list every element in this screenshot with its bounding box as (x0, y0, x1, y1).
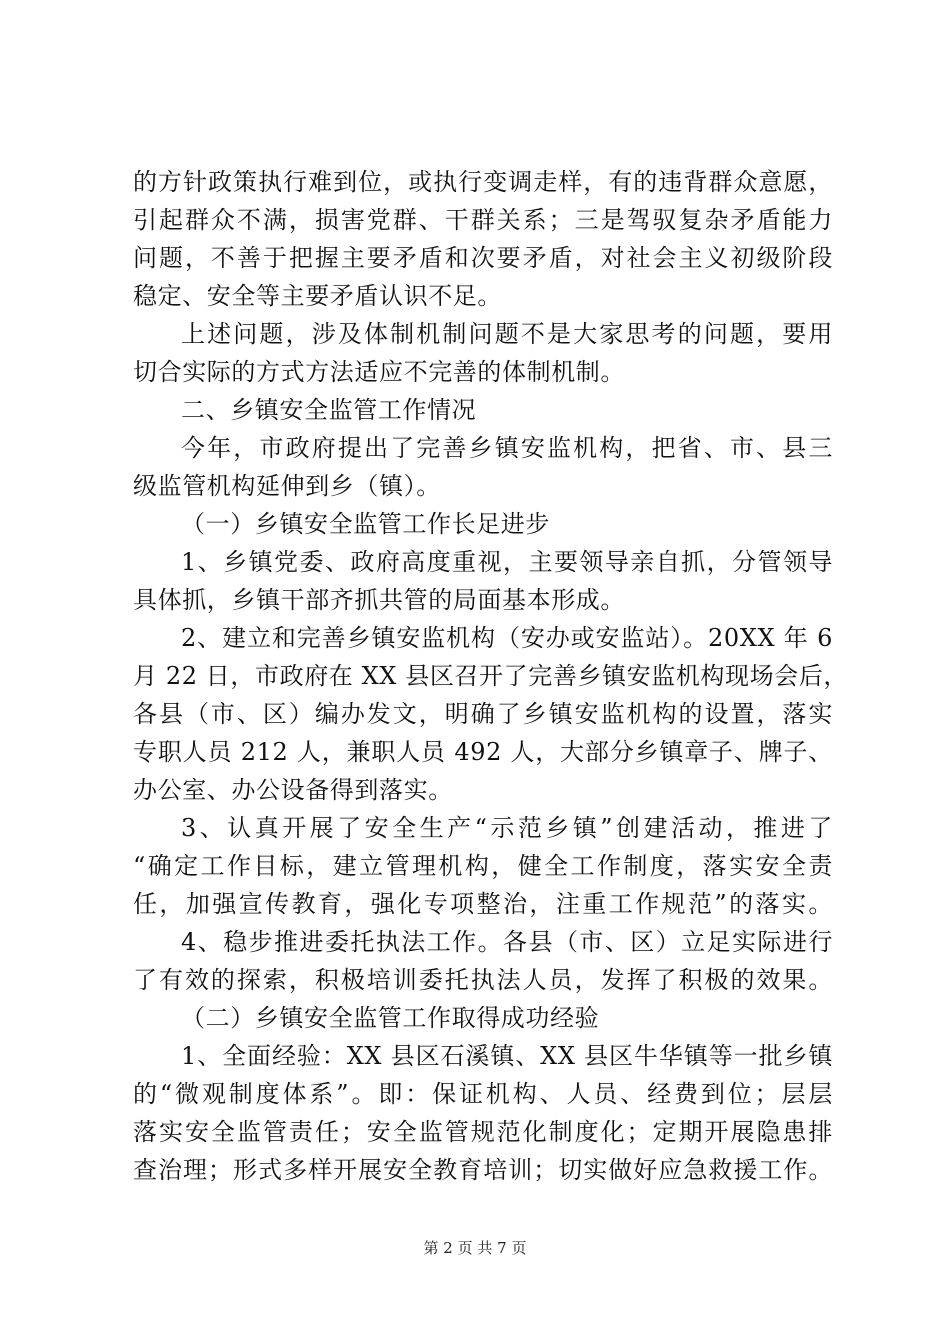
section-heading: 二、乡镇安全监管工作情况 (181, 396, 477, 424)
text-line: 引起群众不满，损害党群、干群关系；三是驾驭复杂矛盾能力 (133, 206, 833, 234)
text-line: 级监管机构延伸到乡（镇）。 (133, 472, 441, 500)
subsection-heading: （一）乡镇安全监管工作长足进步 (181, 510, 550, 538)
text-line: 切合实际的方式方法适应不完善的体制机制。 (133, 358, 625, 386)
text-line: 月 22 日，市政府在 XX 县区召开了完善乡镇安监机构现场会后， (133, 662, 849, 690)
text-line: 办公室、办公设备得到落实。 (133, 776, 453, 804)
text-line: 的方针政策执行难到位，或执行变调走样，有的违背群众意愿， (133, 168, 833, 196)
text-line: 1、全面经验：XX 县区石溪镇、XX 县区牛华镇等一批乡镇 (181, 1042, 833, 1070)
text-line: 1、乡镇党委、政府高度重视，主要领导亲自抓，分管领导 (181, 548, 833, 576)
page-number: 第 2 页 共 7 页 (423, 1239, 527, 1257)
text-line: 上述问题，涉及体制机制问题不是大家思考的问题，要用 (181, 320, 833, 348)
text-line: 稳定、安全等主要矛盾认识不足。 (133, 282, 502, 310)
text-line: 任，加强宣传教育，强化专项整治，注重工作规范”的落实。 (133, 890, 833, 918)
text-line: 今年，市政府提出了完善乡镇安监机构，把省、市、县三 (181, 434, 833, 462)
text-line: 3、认真开展了安全生产“示范乡镇”创建活动，推进了 (181, 814, 833, 842)
text-line: 问题，不善于把握主要矛盾和次要矛盾，对社会主义初级阶段 (133, 244, 833, 272)
text-line: 2、建立和完善乡镇安监机构（安办或安监站）。20XX 年 6 (181, 624, 833, 652)
text-line: “确定工作目标，建立管理机构，健全工作制度，落实安全责 (133, 852, 833, 880)
text-line: 各县（市、区）编办发文，明确了乡镇安监机构的设置，落实 (133, 700, 833, 728)
text-line: 的“微观制度体系”。即：保证机构、人员、经费到位；层层 (133, 1080, 833, 1108)
text-line: 专职人员 212 人，兼职人员 492 人，大部分乡镇章子、牌子、 (133, 738, 833, 766)
text-line: 了有效的探索，积极培训委托执法人员，发挥了积极的效果。 (133, 966, 833, 994)
text-line: 查治理；形式多样开展安全教育培训；切实做好应急救援工作。 (133, 1156, 833, 1184)
subsection-heading: （二）乡镇安全监管工作取得成功经验 (181, 1004, 600, 1032)
text-line: 具体抓，乡镇干部齐抓共管的局面基本形成。 (133, 586, 625, 614)
text-line: 落实安全监管责任；安全监管规范化制度化；定期开展隐患排 (133, 1118, 833, 1146)
text-line: 4、稳步推进委托执法工作。各县（市、区）立足实际进行 (181, 928, 833, 956)
